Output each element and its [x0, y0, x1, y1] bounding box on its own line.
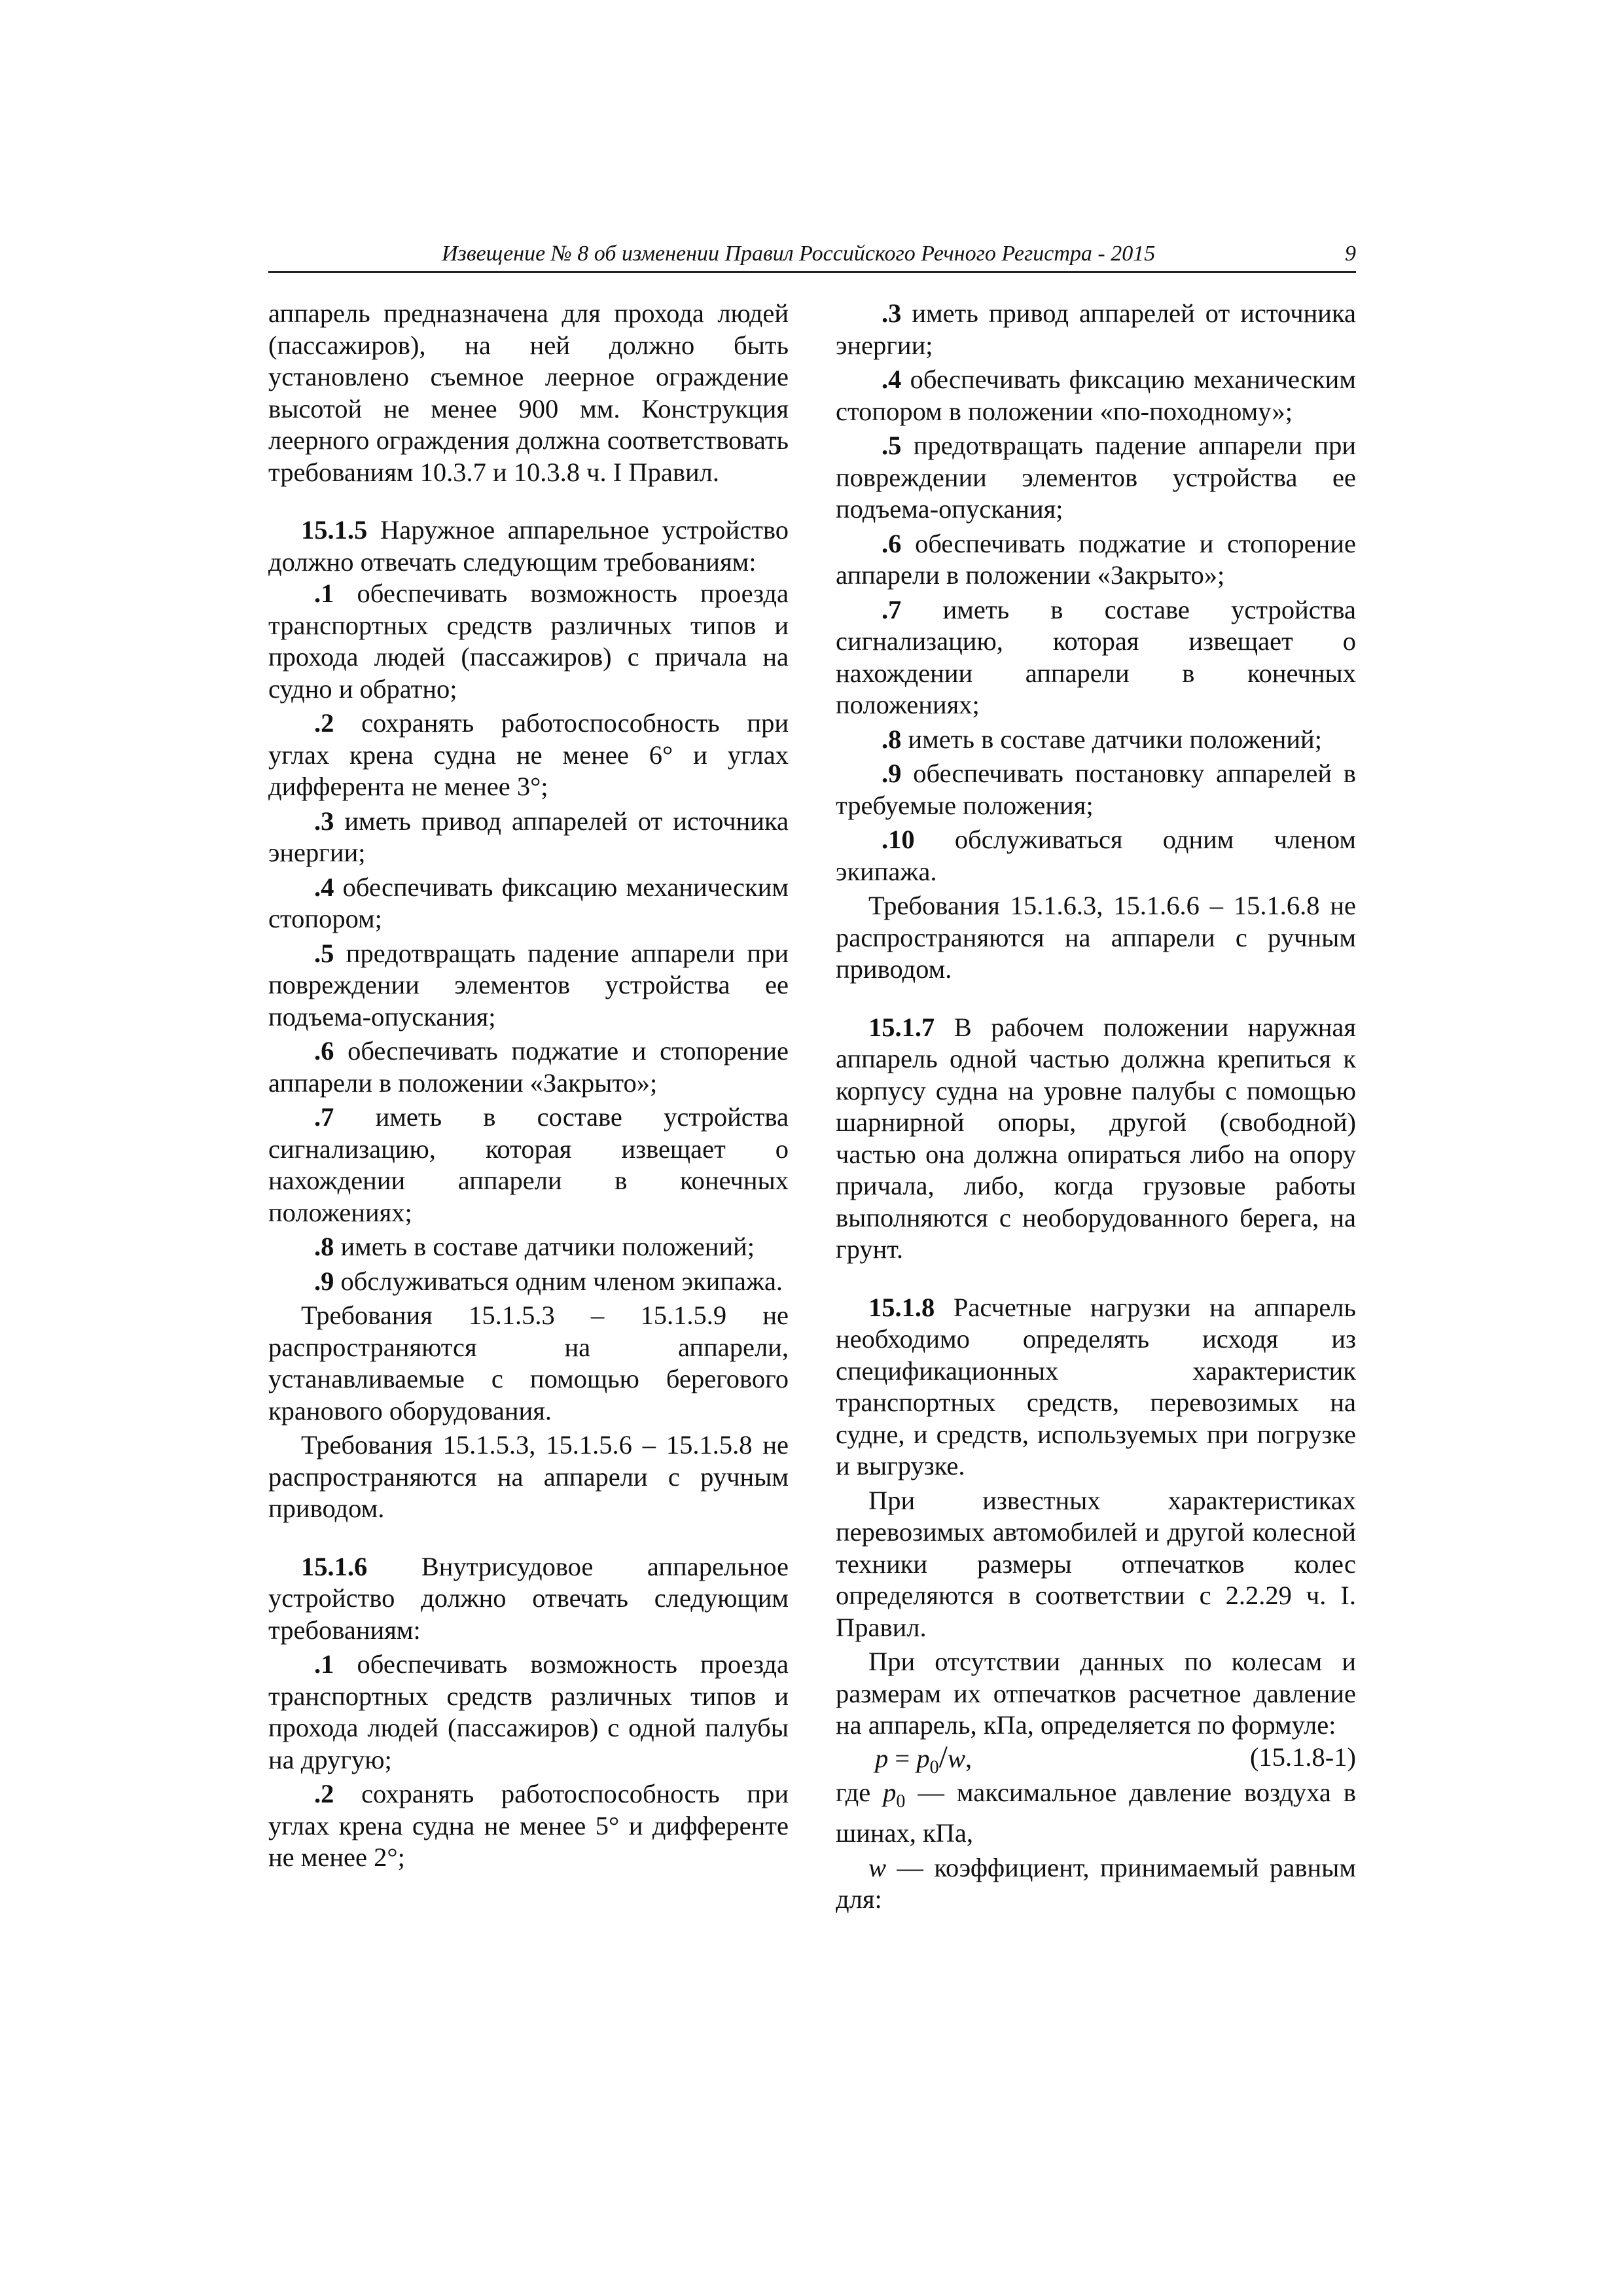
formula-15-1-8-1 — [836, 1739, 1356, 1778]
list-item: .8 иметь в составе датчики положений; — [314, 1232, 755, 1261]
w-definition: w — коэффициент, принимаемый равным для: — [836, 1852, 1356, 1914]
list-item: .1 обеспечивать возможность проезда транспортных средств различных типов и прохода людей (пассажиров) с одной палубы на другую; — [268, 1649, 789, 1774]
section-number: 15.1.8 — [868, 1292, 935, 1322]
section-15-1-5: 15.1.5 Наружное аппарельное устройство должно отвечать следующим требованиям: — [268, 515, 789, 577]
formula-number: (15.1.8-1) — [1250, 1742, 1356, 1772]
paragraph: При отсутствии данных по колесам и размерам их отпечатков расчетное давление на аппарель, кПа, определяется по формуле: — [836, 1647, 1356, 1740]
page-number: 9 — [1345, 242, 1356, 266]
note-paragraph: Требования 15.1.6.3, 15.1.6.6 – 15.1.6.8 не распространяются на аппарели с ручным приводом. — [836, 891, 1356, 984]
section-number: 15.1.6 — [301, 1551, 368, 1581]
formula-expression: $p = p_0/w$, — [875, 1739, 972, 1778]
list-item: .9 обеспечивать постановку аппарелей в требуемые положения; — [836, 759, 1356, 820]
header-title: Извещение № 8 об изменении Правил Российского Речного Регистра - 2015 — [442, 242, 1156, 266]
section-15-1-8: 15.1.8 Расчетные нагрузки на аппарель необходимо определять исходя из спецификационных характеристик транспортных средств, перевозимых на судне, и средств, используемых при погрузке и выгрузке. — [836, 1292, 1356, 1480]
paragraph: При известных характеристиках перевозимых автомобилей и другой колесной техники размеры отпечатков колес определяются в соответствии с 2.2.29 ч. I. Правил. — [836, 1485, 1356, 1642]
list-item: .4 обеспечивать фиксацию механическим стопором; — [268, 872, 789, 933]
list-item: .8 иметь в составе датчики положений; — [882, 724, 1322, 754]
list-item: .3 иметь привод аппарелей от источника энергии; — [268, 806, 789, 867]
section-15-1-6: 15.1.6 Внутрисудовое аппарельное устройство должно отвечать следующим требованиям: — [268, 1551, 789, 1645]
note-paragraph: Требования 15.1.5.3, 15.1.5.6 – 15.1.5.8 не распространяются на аппарели с ручным приводом. — [268, 1430, 789, 1523]
list-item: .3 иметь привод аппарелей от источника энергии; — [836, 298, 1356, 360]
list-item: .4 обеспечивать фиксацию механическим стопором в положении «по-походному»; — [836, 365, 1356, 426]
list-item: .5 предотвращать падение аппарели при повреждении элементов устройства ее подъема-опускания; — [836, 431, 1356, 524]
section-number: 15.1.7 — [868, 1012, 935, 1042]
where-paragraph: где $p_0$ — максимальное давление воздуха в шинах, кПа, — [836, 1777, 1356, 1848]
note-paragraph: Требования 15.1.5.3 – 15.1.5.9 не распространяются на аппарели, устанавливаемые с помощью берегового кранового оборудования. — [268, 1300, 789, 1426]
list-item: .6 обеспечивать поджатие и стопорение аппарели в положении «Закрыто»; — [836, 528, 1356, 590]
section-15-1-7: 15.1.7 В рабочем положении наружная аппарель одной частью должна крепиться к корпусу судна на уровне палубы с помощью шарнирной опоры, другой (свободной) частью она должна опираться либо на опору причала, либо, когда грузовые работы выполняются с необорудованного берега, на грунт. — [836, 1012, 1356, 1264]
section-number: 15.1.5 — [301, 515, 368, 545]
list-item: .7 иметь в составе устройства сигнализацию, которая извещает о нахождении аппарели в конечных положениях; — [836, 594, 1356, 719]
list-item: .6 обеспечивать поджатие и стопорение аппарели в положении «Закрыто»; — [268, 1036, 789, 1098]
list-item: .2 сохранять работоспособность при углах крена судна не менее 6° и углах дифферента не менее 3°; — [268, 708, 789, 801]
right-column — [836, 298, 1356, 1916]
list-item: .1 обеспечивать возможность проезда транспортных средств различных типов и прохода людей (пассажиров) с причала на судно и обратно; — [268, 579, 789, 704]
list-item: .2 сохранять работоспособность при углах крена судна не менее 5° и дифференте не менее 2°; — [268, 1779, 789, 1872]
left-column — [268, 298, 789, 1874]
paragraph-continuation: аппарель предназначена для прохода людей (пассажиров), на ней должно быть установлено съемное леерное ограждение высотой не менее 900 мм. Конструкция леерного ограждения должна соответствовать требованиям 10.3.7 и 10.3.8 ч. I Правил. — [268, 298, 789, 487]
list-item: .9 обслуживаться одним членом экипажа. — [314, 1266, 783, 1296]
list-item: .5 предотвращать падение аппарели при повреждении элементов устройства ее подъема-опускания; — [268, 938, 789, 1031]
running-header — [268, 240, 1356, 273]
list-item: .7 иметь в составе устройства сигнализацию, которая извещает о нахождении аппарели в конечных положениях; — [268, 1102, 789, 1227]
list-item: .10 обслуживаться одним членом экипажа. — [836, 825, 1356, 886]
